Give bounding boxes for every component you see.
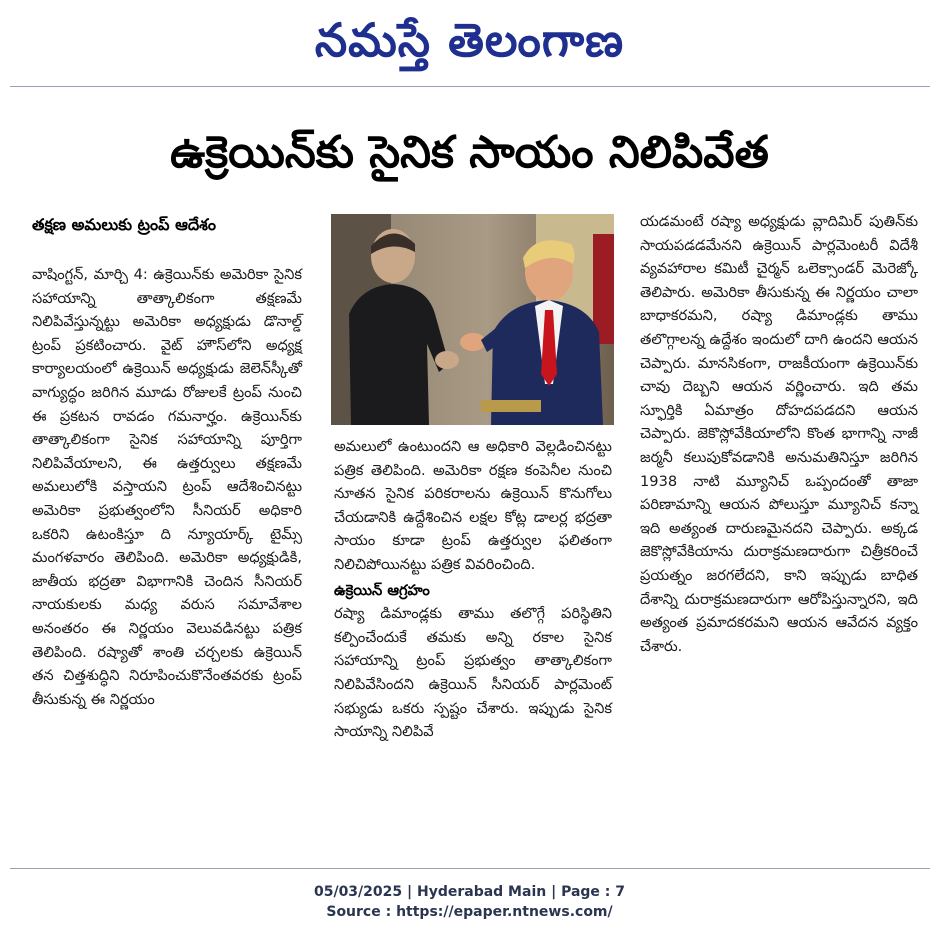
subheadline: తక్షణ అమలుకు ట్రంప్ ఆదేశం xyxy=(32,215,217,234)
headline: ఉక్రెయిన్‌కు సైనిక సాయం నిలిపివేత xyxy=(170,127,769,178)
footer-source: Source : https://epaper.ntnews.com/ xyxy=(326,904,613,920)
column-2-text-continued: రష్యా డిమాండ్లకు తాము తలొగ్గే పరిస్థితిని కల్పించేందుకే తమకు అన్ని రకాల సైనిక సహాయాన్ని ట్రంప్ ప్రభుత్వం తాత్కాలికంగా నిలిపివేసిందని ఉక్రెయిన్ సీనియర్ పార్లమెంట్ సభ్యుడు ఒకరు స్పష్టం చేశారు. ఇప్పుడు సైనిక సాయాన్ని నిలిపివే xyxy=(334,605,612,741)
masthead-rule xyxy=(10,86,930,87)
news-photo xyxy=(331,214,614,425)
column-3-text: యడమంటే రష్యా అధ్యక్షుడు వ్లాదిమిర్ పుతిన్‌కు సాయపడడమేనని ఉక్రెయిన్ పార్లమెంటరీ విదేశీ వ్యవహారాల కమిటీ చైర్మన్ ఒలెక్సాండర్ మెరెజ్కో తెలిపారు. అమెరికా తీసుకున్న ఈ నిర్ణయం చాలా బాధాకరమని, రష్యా డిమాండ్లకు తాము తలొగ్గాలన్న ఉద్దేశం ఇందులో దాగి ఉందని ఆయన చెప్పారు. మానసికంగా, రాజకీయంగా ఉక్రెయిన్‌కు చావు దెబ్బని ఆయన వర్ణించారు. ఇది తమ స్ఫూర్తికి ఏమాత్రం దోహదపడదని ఆయన చెప్పారు. జెకొస్లోవేకియాలోని కొంత భాగాన్ని నాజీ జర్మనీ కలుపుకోవడానికి అనుమతినిస్తూ జరిగిన 1938 నాటి మ్యూనిచ్ ఒప్పందంతో తాజా పరిణామాన్ని ఆయన పోలుస్తూ మ్యూనిచ్ కన్నా ఇది అత్యంత దారుణమైనదని చెప్పారు. అక్కడ జెకొస్లోవేకియాను దురాక్రమణదారుగా చిత్రీకరించే ప్రయత్నం జరగలేదని, కాని ఇప్పుడు బాధిత దేశాన్ని దురాక్రమణదారుగా ఆరోపిస్తున్నారని, ఇది అత్యంత ప్రమాదకరమని ఆయన ఆవేదన వ్యక్తం చేశారు. xyxy=(640,213,918,655)
article-column-1 xyxy=(32,263,302,711)
masthead-logo: నమస్తే తెలంగాణ xyxy=(314,13,625,67)
photo-illustration xyxy=(331,214,614,425)
column-1-text: వాషింగ్టన్, మార్చి 4: ఉక్రెయిన్‌కు అమెరికా సైనిక సహాయాన్ని తాత్కాలికంగా తక్షణమే నిలిపివేస్తున్నట్టు అమెరికా అధ్యక్షుడు డొనాల్డ్ ట్రంప్ ప్రకటించారు. వైట్ హౌస్‌లోని అధ్యక్ష కార్యాలయంలో ఉక్రెయిన్ అధ్యక్షుడు జెలెన్‌స్కీతో వాగ్యుద్ధం జరిగిన మూడు రోజులకే ట్రంప్ నుంచి ఈ ప్రకటన రావడం గమనార్హం. ఉక్రెయిన్‌కు తాత్కాలికంగా సైనిక సహాయాన్ని పూర్తిగా నిలిపివేయాలని, ఈ ఉత్తర్వులు తక్షణమే అమలులోకి వస్తాయని ట్రంప్ ఆదేశించినట్టు అమెరికా ప్రభుత్వంలోని సీనియర్ అధికారి ఒకరిని ఉటంకిస్తూ ది న్యూయార్క్ టైమ్స్ మంగళవారం తెలిపింది. అమెరికా అధ్యక్షుడికి, జాతీయ భద్రతా విభాగానికి చెందిన సీనియర్ నాయకులకు మధ్య వరుస సమావేశాల అనంతరం ఈ నిర్ణయం వెలువడినట్టు పత్రిక తెలిపింది. రష్యాతో శాంతి చర్చలకు ఉక్రెయిన్ తన చిత్తశుద్ధిని నిరూపించుకొనేంతవరకు ట్రంప్ తీసుకున్న ఈ నిర్ణయం xyxy=(32,266,302,708)
article-column-2 xyxy=(334,435,612,744)
column-2-subhead: ఉక్రెయిన్ ఆగ్రహం xyxy=(334,581,430,599)
footer xyxy=(0,882,939,922)
footer-dateline: 05/03/2025 | Hyderabad Main | Page : 7 xyxy=(313,884,626,900)
column-2-text: అమలులో ఉంటుందని ఆ అధికారి వెల్లడించినట్టు పత్రిక తెలిపింది. అమెరికా రక్షణ కంపెనీల నుంచి నూతన సైనిక పరికరాలను ఉక్రెయిన్ కొనుగోలు చేయడానికి ఉద్దేశించిన లక్షల కోట్ల డాలర్ల భద్రతా సాయం కూడా ట్రంప్ ఉత్తర్వుల ఫలితంగా నిలిచిపోయినట్టు పత్రిక వివరించింది. xyxy=(334,438,612,573)
article-column-3 xyxy=(640,210,918,658)
footer-rule xyxy=(10,868,930,869)
